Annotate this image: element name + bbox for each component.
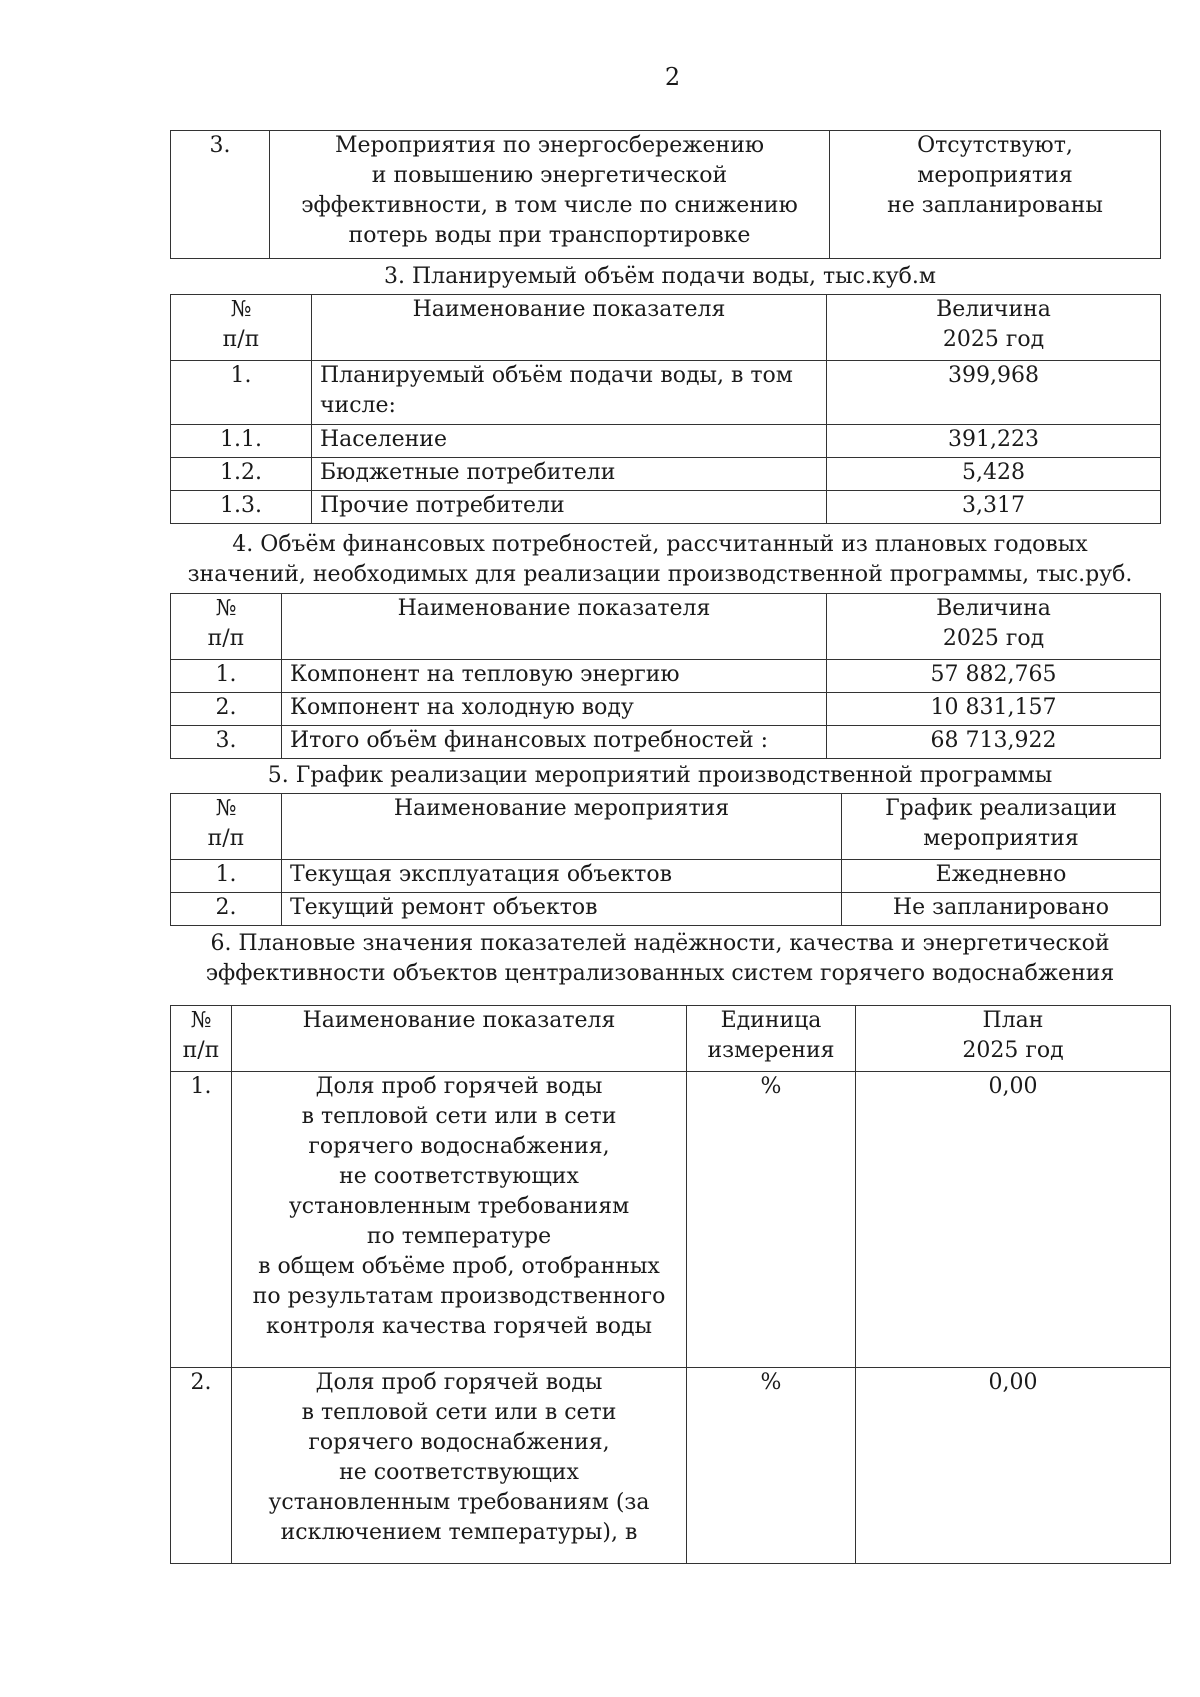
row-name: Компонент на холодную воду xyxy=(282,693,827,726)
row-value: 391,223 xyxy=(827,425,1161,458)
table-row xyxy=(171,361,1161,425)
row-value: 57 882,765 xyxy=(827,660,1161,693)
table-row xyxy=(171,425,1161,458)
row-number: 1. xyxy=(171,1072,232,1368)
table-header-row xyxy=(171,295,1161,361)
row-number: 1. xyxy=(171,860,282,893)
section-3-title: 3. Планируемый объём подачи воды, тыс.куб.м xyxy=(383,264,936,289)
row-name: Итого объём финансовых потребностей : xyxy=(282,726,827,759)
reliability-indicators-table xyxy=(170,1005,1171,1564)
row-name: Прочие потребители xyxy=(312,491,827,524)
table-header-row xyxy=(171,794,1161,860)
measure-name: Мероприятия по энергосбережению и повышению энергетической эффективности, в том числе по снижению потерь воды при транспортировке xyxy=(270,131,830,259)
header-num: № п/п xyxy=(171,794,282,860)
table-row xyxy=(171,893,1161,926)
measure-status: Отсутствуют, мероприятия не запланированы xyxy=(830,131,1161,259)
row-number: 2. xyxy=(171,893,282,926)
row-name: Текущая эксплуатация объектов xyxy=(282,860,842,893)
section-5-title: 5. График реализации мероприятий производственной программы xyxy=(267,763,1053,788)
table-header-row xyxy=(171,594,1161,660)
row-number: 1. xyxy=(171,361,312,425)
financial-needs-table xyxy=(170,593,1161,759)
row-value: 3,317 xyxy=(827,491,1161,524)
table-row xyxy=(171,726,1161,759)
table-row xyxy=(171,1368,1171,1564)
table-row xyxy=(171,693,1161,726)
header-num: № п/п xyxy=(171,594,282,660)
row-value: 68 713,922 xyxy=(827,726,1161,759)
table-row xyxy=(171,660,1161,693)
header-value: Величина 2025 год xyxy=(827,295,1161,361)
table-row xyxy=(171,860,1161,893)
section-6-title: 6. Плановые значения показателей надёжности, качества и энергетической эффективности объектов централизованных систем горячего водоснабжения xyxy=(205,931,1115,986)
header-name: Наименование показателя xyxy=(232,1006,687,1072)
row-number: 2. xyxy=(171,1368,232,1564)
table-row xyxy=(171,491,1161,524)
table-row xyxy=(171,1072,1171,1368)
row-name: Доля проб горячей воды в тепловой сети или в сети горячего водоснабжения, не соответствующих установленным требованиям (за исключением температуры), в xyxy=(232,1368,687,1564)
row-name: Компонент на тепловую энергию xyxy=(282,660,827,693)
header-value: План 2025 год xyxy=(856,1006,1171,1072)
section-4-title: 4. Объём финансовых потребностей, рассчитанный из плановых годовых значений, необходимых для реализации производственной программы, тыс.руб. xyxy=(187,532,1133,587)
row-number: 3. xyxy=(171,726,282,759)
row-name: Доля проб горячей воды в тепловой сети или в сети горячего водоснабжения, не соответствующих установленным требованиям по температуре в общем объёме проб, отобранных по результатам производственного контроля качества горячей воды xyxy=(232,1072,687,1368)
header-num: № п/п xyxy=(171,1006,232,1072)
header-name: Наименование показателя xyxy=(282,594,827,660)
table-row xyxy=(171,458,1161,491)
row-unit: % xyxy=(687,1368,856,1564)
row-number: 3. xyxy=(171,131,270,259)
row-value: Не запланировано xyxy=(842,893,1161,926)
header-value: Величина 2025 год xyxy=(827,594,1161,660)
row-number: 1. xyxy=(171,660,282,693)
schedule-table xyxy=(170,793,1161,926)
page-number: 2 xyxy=(664,63,681,91)
row-number: 1.2. xyxy=(171,458,312,491)
header-unit: Единица измерения xyxy=(687,1006,856,1072)
row-number: 1.1. xyxy=(171,425,312,458)
table-header-row xyxy=(171,1006,1171,1072)
row-name: Текущий ремонт объектов xyxy=(282,893,842,926)
row-value: 0,00 xyxy=(856,1368,1171,1564)
table-row xyxy=(171,131,1161,259)
header-name: Наименование показателя xyxy=(312,295,827,361)
header-num: № п/п xyxy=(171,295,312,361)
row-value: 5,428 xyxy=(827,458,1161,491)
measures-table xyxy=(170,130,1161,259)
row-value: Ежедневно xyxy=(842,860,1161,893)
row-unit: % xyxy=(687,1072,856,1368)
row-value: 10 831,157 xyxy=(827,693,1161,726)
row-value: 0,00 xyxy=(856,1072,1171,1368)
row-name: Население xyxy=(312,425,827,458)
row-value: 399,968 xyxy=(827,361,1161,425)
row-name: Планируемый объём подачи воды, в том числе: xyxy=(312,361,827,425)
water-supply-table xyxy=(170,294,1161,524)
row-name: Бюджетные потребители xyxy=(312,458,827,491)
row-number: 2. xyxy=(171,693,282,726)
header-value: График реализации мероприятия xyxy=(842,794,1161,860)
row-number: 1.3. xyxy=(171,491,312,524)
header-name: Наименование мероприятия xyxy=(282,794,842,860)
